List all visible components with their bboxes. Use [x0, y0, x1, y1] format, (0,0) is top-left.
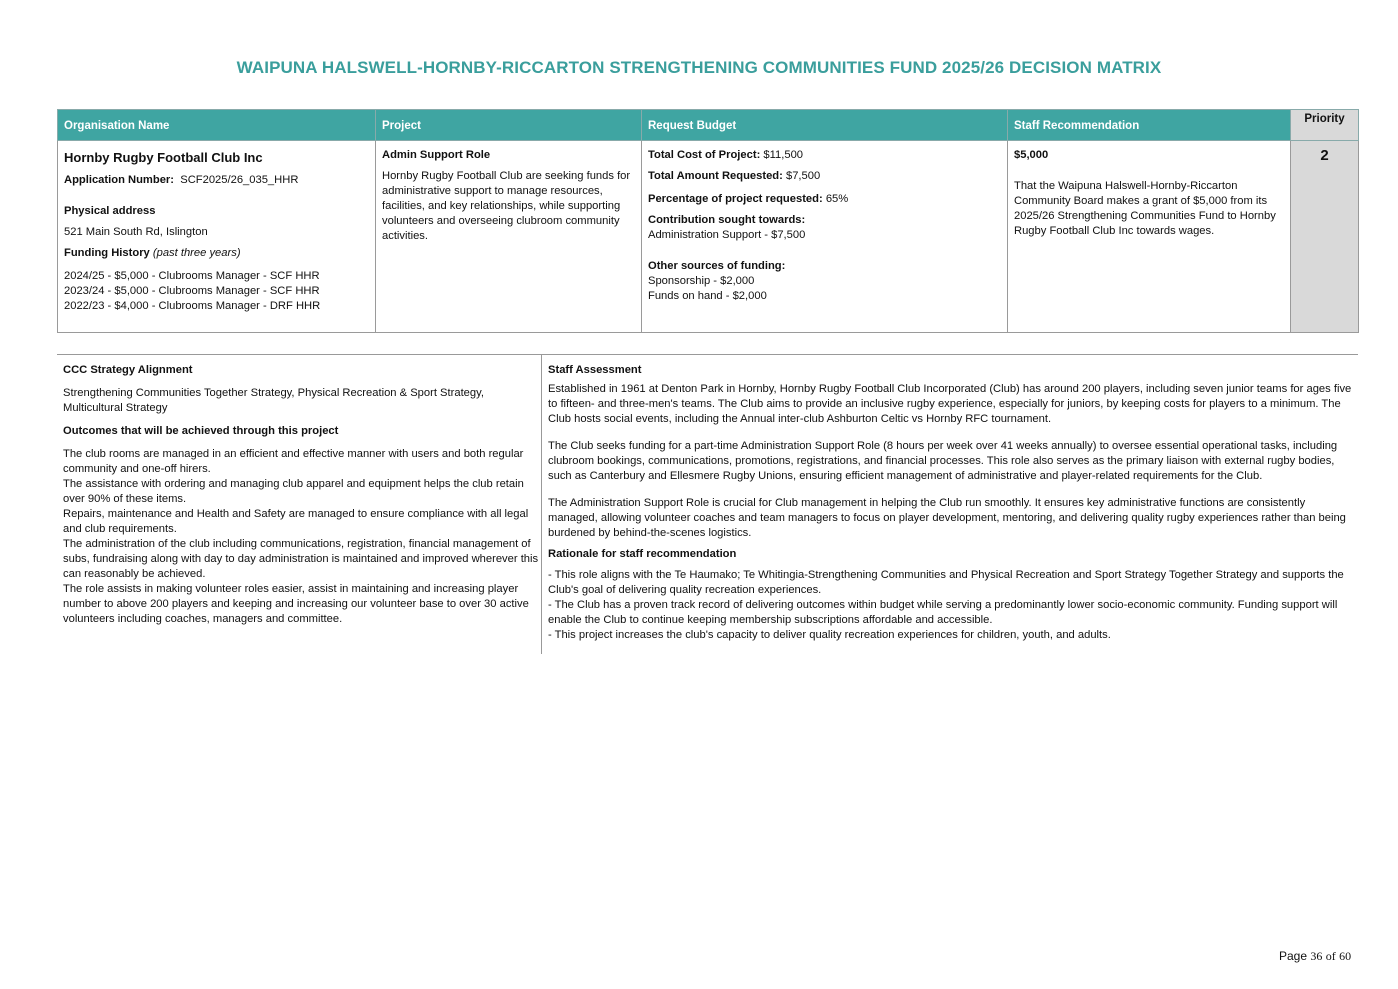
- assessment-paragraph: The Administration Support Role is crucial for Club management in helping the Club run smoothly. It ensures key administrative functions are consistently managed, allowing volunteer coaches and team managers to focus on player development, mentoring, and delivering quality rugby experiences rather than being burdened by behind-the-scenes logistics.: [548, 497, 1346, 539]
- organisation-name: Hornby Rugby Football Club Inc: [64, 150, 263, 165]
- funding-history-heading: [64, 246, 369, 261]
- decision-matrix-table: [57, 109, 1359, 333]
- total-requested-value: $7,500: [785, 170, 821, 182]
- strategy-panel: [57, 355, 547, 635]
- physical-address-label: Physical address: [64, 205, 156, 217]
- percentage-label: Percentage of project requested:: [648, 193, 823, 205]
- application-number: [64, 173, 369, 188]
- rationale-item: - The Club has a proven track record of delivering outcomes within budget while serving a predominantly lower socio-economic community. Funding support will enable the Club to continue keeping membership subscriptions affordable and accessible.: [548, 599, 1338, 626]
- strategy-heading: CCC Strategy Alignment: [63, 364, 193, 376]
- header-request-budget: Request Budget: [642, 110, 1008, 141]
- page-label: Page: [1279, 949, 1308, 963]
- total-requested-label: Total Amount Requested:: [648, 170, 783, 182]
- outcome-item: The assistance with ordering and managing club apparel and equipment helps the club retain over 90% of these items.: [63, 478, 524, 505]
- header-project: Project: [376, 110, 642, 141]
- page-footer: [1279, 949, 1351, 964]
- page-number: 36: [1310, 949, 1323, 963]
- other-funding-label: Other sources of funding:: [648, 260, 786, 272]
- assessment-section: [57, 354, 1358, 641]
- funding-history-item: 2023/24 - $5,000 - Clubrooms Manager - SCF HHR: [64, 285, 320, 297]
- outcome-item: The role assists in making volunteer roles easier, assist in maintaining and increasing player number to above 200 players and keeping and increasing our volunteer base to over 30 active volunteers including coaches, managers and committee.: [63, 583, 529, 625]
- outcome-item: Repairs, maintenance and Health and Safety are managed to ensure compliance with all legal and club requirements.: [63, 508, 529, 535]
- other-funding-item: Sponsorship - $2,000: [648, 275, 755, 287]
- rationale-item: - This role aligns with the Te Haumako; Te Whitingia-Strengthening Communities and Physical Recreation and Sport Strategy Together Strategy and supports the Club's goal of delivering quality recreation experiences.: [548, 569, 1344, 596]
- outcome-item: The club rooms are managed in an efficient and effective manner with users and both regular community and one-off hirers.: [63, 448, 524, 475]
- table-row: [58, 141, 1359, 333]
- assessment-paragraph: The Club seeks funding for a part-time Administration Support Role (8 hours per week over 41 weeks annually) to oversee essential operational tasks, including clubroom bookings, communications, promotions, registrations, and financial processes. This role also serves as the primary liaison with external rugby bodies, such as Canterbury and Ellesmere Rugby Unions, ensuring efficient management of administrative and player-related requirements for the Club.: [548, 440, 1338, 482]
- contribution-label: Contribution sought towards:: [648, 214, 806, 226]
- strategy-text: Strengthening Communities Together Strategy, Physical Recreation & Sport Strategy, Multicultural Strategy: [63, 387, 484, 414]
- total-cost: [648, 148, 1001, 163]
- rationale-heading: Rationale for staff recommendation: [548, 548, 737, 560]
- recommendation-amount: $5,000: [1014, 149, 1049, 161]
- other-funding-item: Funds on hand - $2,000: [648, 290, 767, 302]
- recommendation-cell: [1008, 141, 1291, 333]
- organisation-cell: [58, 141, 376, 333]
- funding-history-item: 2024/25 - $5,000 - Clubrooms Manager - SCF HHR: [64, 270, 320, 282]
- total-pages: 60: [1339, 949, 1352, 963]
- funding-history-item: 2022/23 - $4,000 - Clubrooms Manager - DRF HHR: [64, 300, 321, 312]
- funding-history-note: (past three years): [152, 247, 241, 259]
- header-organisation-name: Organisation Name: [58, 110, 376, 141]
- budget-cell: [642, 141, 1008, 333]
- table-header-row: [58, 110, 1359, 141]
- project-description: Hornby Rugby Football Club are seeking funds for administrative support to manage resources, facilities, and key relationships, while supporting volunteers and overseeing clubroom community activities.: [382, 170, 631, 242]
- rationale-item: - This project increases the club's capacity to deliver quality recreation experiences for children, youth, and adults.: [548, 629, 1111, 641]
- application-number-value: SCF2025/26_035_HHR: [180, 174, 299, 186]
- outcomes-heading: Outcomes that will be achieved through this project: [63, 425, 339, 437]
- total-cost-value: $11,500: [763, 149, 804, 161]
- header-staff-recommendation: Staff Recommendation: [1008, 110, 1291, 141]
- physical-address: 521 Main South Rd, Islington: [64, 226, 208, 238]
- page-of-label: of: [1325, 949, 1336, 963]
- project-cell: [376, 141, 642, 333]
- priority-value: 2: [1291, 141, 1359, 333]
- project-name: Admin Support Role: [382, 149, 491, 161]
- percentage-value: 65%: [825, 193, 849, 205]
- total-requested: [648, 169, 1001, 184]
- recommendation-text: That the Waipuna Halswell-Hornby-Riccarton Community Board makes a grant of $5,000 from its 2025/26 Strengthening Communities Fund to Hornby Rugby Football Club Inc towards wages.: [1014, 180, 1276, 237]
- application-number-label: Application Number:: [64, 174, 175, 186]
- outcome-item: The administration of the club including communications, registration, financial management of subs, fundraising along with day to day administration is maintained and improved wherever this can reasonably be achieved.: [63, 538, 539, 580]
- header-priority: Priority: [1291, 110, 1359, 141]
- assessment-paragraph: Established in 1961 at Denton Park in Hornby, Hornby Rugby Football Club Incorporated (Club) has around 200 players, including seven junior teams for ages five to fifteen- and three-men's teams. The Club aims to provide an inclusive rugby experience, especially for juniors, by keeping costs for players to a minimum. The Club hosts social events, including the Annual inter-club Ashburton Celtic vs Hornby RFC tournament.: [548, 383, 1352, 425]
- funding-history-label: Funding History: [64, 247, 150, 259]
- total-cost-label: Total Cost of Project:: [648, 149, 761, 161]
- contribution-value: Administration Support - $7,500: [648, 229, 806, 241]
- page-title: WAIPUNA HALSWELL-HORNBY-RICCARTON STRENGTHENING COMMUNITIES FUND 2025/26 DECISION MATRIX: [236, 58, 1162, 77]
- percentage-requested: [648, 192, 1001, 207]
- staff-assessment-heading: Staff Assessment: [548, 364, 642, 376]
- staff-assessment-panel: [541, 355, 1360, 654]
